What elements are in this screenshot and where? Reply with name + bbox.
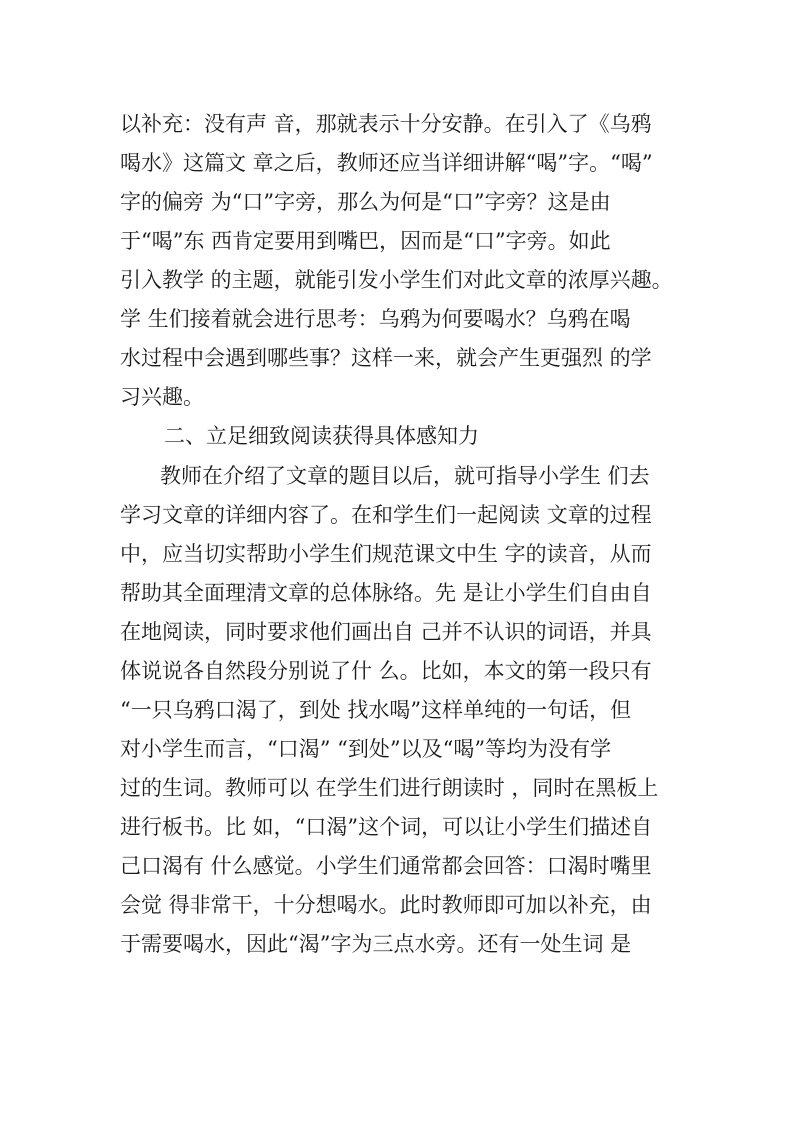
paragraph-line: 学习文章的详细内容了。在和学生们一起阅读 文章的过程	[120, 503, 652, 527]
section-heading: 二、立足细致阅读获得具体感知力	[164, 424, 479, 448]
paragraph-line: 会觉 得非常干，十分想喝水。此时教师即可加以补充，由	[120, 893, 652, 917]
paragraph-line: 对小学生而言，“口渴” “到处”以及“喝”等均为没有学	[120, 737, 612, 761]
paragraph-line: 在地阅读，同时要求他们画出自 己并不认识的词语，并具	[120, 620, 652, 644]
paragraph-line: 以补充：没有声 音，那就表示十分安静。在引入了《乌鸦	[120, 112, 652, 136]
paragraph-line: 喝水》这篇文 章之后，教师还应当详细讲解“喝”字。“喝”	[120, 151, 653, 175]
paragraph-line: 学 生们接着就会进行思考：乌鸦为何要喝水？乌鸦在喝	[120, 307, 631, 331]
paragraph-line: 水过程中会遇到哪些事？这样一来，就会产生更强烈 的学	[120, 346, 652, 370]
paragraph-line: 习兴趣。	[120, 385, 204, 409]
paragraph-line: 字的偏旁 为“口”字旁，那么为何是“口”字旁？这是由	[120, 190, 611, 214]
paragraph-line: 引入教学 的主题，就能引发小学生们对此文章的浓厚兴趣。	[120, 268, 673, 292]
paragraph-line: 过的生词。教师可以 在学生们进行朗读时 ，同时在黑板上	[120, 776, 659, 800]
paragraph-line: 帮助其全面理清文章的总体脉络。先 是让小学生们自由自	[120, 581, 652, 605]
paragraph-line: 于“喝”东 西肯定要用到嘴巴，因而是“口”字旁。如此	[120, 229, 611, 253]
paragraph-first-line: 教师在介绍了文章的题目以后，就可指导小学生 们去	[160, 464, 650, 488]
paragraph-line: 体说说各自然段分别说了什 么。比如，本文的第一段只有	[120, 659, 652, 683]
paragraph-line: 中，应当切实帮助小学生们规范课文中生 字的读音，从而	[120, 542, 652, 566]
paragraph-line: 于需要喝水，因此“渴”字为三点水旁。还有一处生词 是	[120, 932, 632, 956]
paragraph-line: “一只乌鸦口渴了，到处 找水喝”这样单纯的一句话，但	[120, 698, 632, 722]
paragraph-line: 己口渴有 什么感觉。小学生们通常都会回答：口渴时嘴里	[120, 854, 652, 878]
paragraph-line: 进行板书。比 如，“口渴”这个词，可以让小学生们描述自	[120, 815, 653, 839]
